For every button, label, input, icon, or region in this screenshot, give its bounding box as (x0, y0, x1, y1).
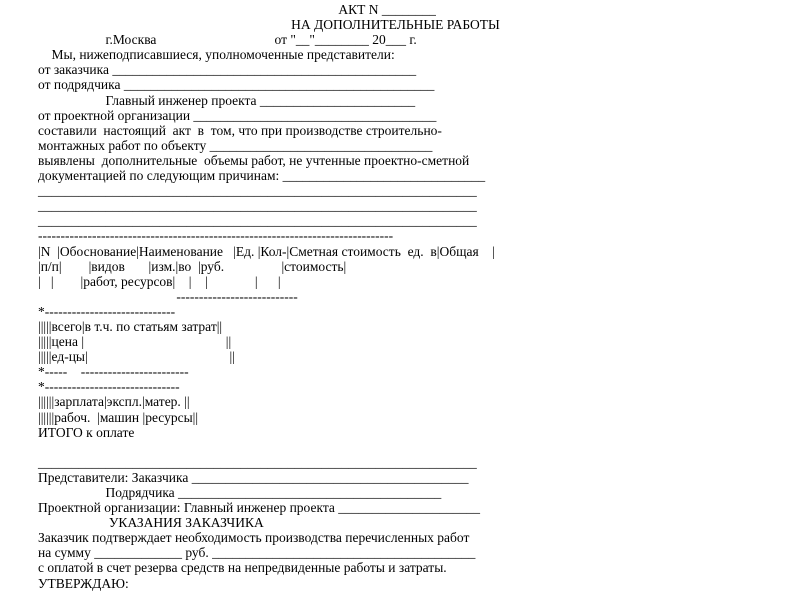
doc-line-1: АКТ N ________ (38, 2, 436, 17)
doc-line-18: |п/п| |видов |изм.|во |руб. |стоимость| (38, 258, 347, 274)
doc-line-39: УТВЕРЖДАЮ: (38, 575, 129, 591)
doc-line-4: Мы, нижеподписавшиеся, уполномоченные представители: (38, 47, 395, 63)
doc-line-10: монтажных работ по объекту _________________________________ (38, 137, 433, 153)
doc-line-14: _________________________________________________________________ (38, 198, 477, 214)
doc-line-15: _________________________________________________________________ (38, 213, 477, 229)
doc-line-20: --------------------------- (38, 288, 298, 304)
doc-line-33: Подрядчика _______________________________________ (38, 485, 442, 500)
doc-line-26: *------------------------------ (38, 379, 180, 395)
doc-line-31: _________________________________________________________________ (38, 454, 477, 470)
doc-line-38: с оплатой в счет резерва средств на непредвиденные работы и затраты. (38, 560, 447, 576)
doc-line-9: составили настоящий акт в том, что при производстве строительно- (38, 122, 442, 138)
doc-line-35: УКАЗАНИЯ ЗАКАЗЧИКА (38, 515, 264, 531)
doc-line-22: |||||всего|в т.ч. по статьям затрат|| (38, 318, 223, 334)
doc-line-16: ------------------------------------------------------------------------------- (38, 228, 394, 244)
doc-line-17: |N |Обоснование|Наименование |Ед. |Кол-|Сметная стоимость ед. в|Общая | (38, 243, 495, 259)
doc-line-29: ИТОГО к оплате (38, 424, 135, 440)
doc-line-6: от подрядчика ______________________________________________ (38, 77, 435, 93)
doc-line-30 (38, 440, 793, 455)
doc-line-8: от проектной организации ____________________________________ (38, 107, 437, 123)
doc-line-5: от заказчика _____________________________________________ (38, 62, 417, 78)
doc-line-27: ||||||зарплата|экспл.|матер. || (38, 394, 190, 410)
doc-line-34: Проектной организации: Главный инженер проекта _____________________ (38, 500, 481, 516)
doc-line-37: на сумму _____________ руб. _______________________________________ (38, 545, 476, 561)
doc-line-28: ||||||рабоч. |машин |ресурсы|| (38, 409, 199, 425)
doc-line-12: документацией по следующим причинам: ______________________________ (38, 168, 486, 184)
doc-line-21: *----------------------------- (38, 303, 176, 319)
doc-line-2: НА ДОПОЛНИТЕЛЬНЫЕ РАБОТЫ (38, 17, 500, 33)
doc-line-7: Главный инженер проекта _______________________ (38, 92, 416, 108)
doc-line-32: Представители: Заказчика _________________________________________ (38, 469, 469, 485)
doc-line-24: |||||ед-цы| || (38, 349, 235, 365)
doc-line-36: Заказчик подтверждает необходимость производства перечисленных работ (38, 530, 470, 546)
doc-line-25: *----- ------------------------ (38, 364, 189, 380)
doc-line-23: |||||цена | || (38, 334, 232, 350)
doc-line-11: выявлены дополнительные объемы работ, не учтенные проектно-сметной (38, 152, 470, 168)
doc-line-3: г.Москва от "__"________ 20___ г. (38, 32, 417, 48)
doc-line-13: _________________________________________________________________ (38, 183, 477, 199)
doc-line-19: | | |работ, ресурсов| | | | | (38, 273, 281, 289)
